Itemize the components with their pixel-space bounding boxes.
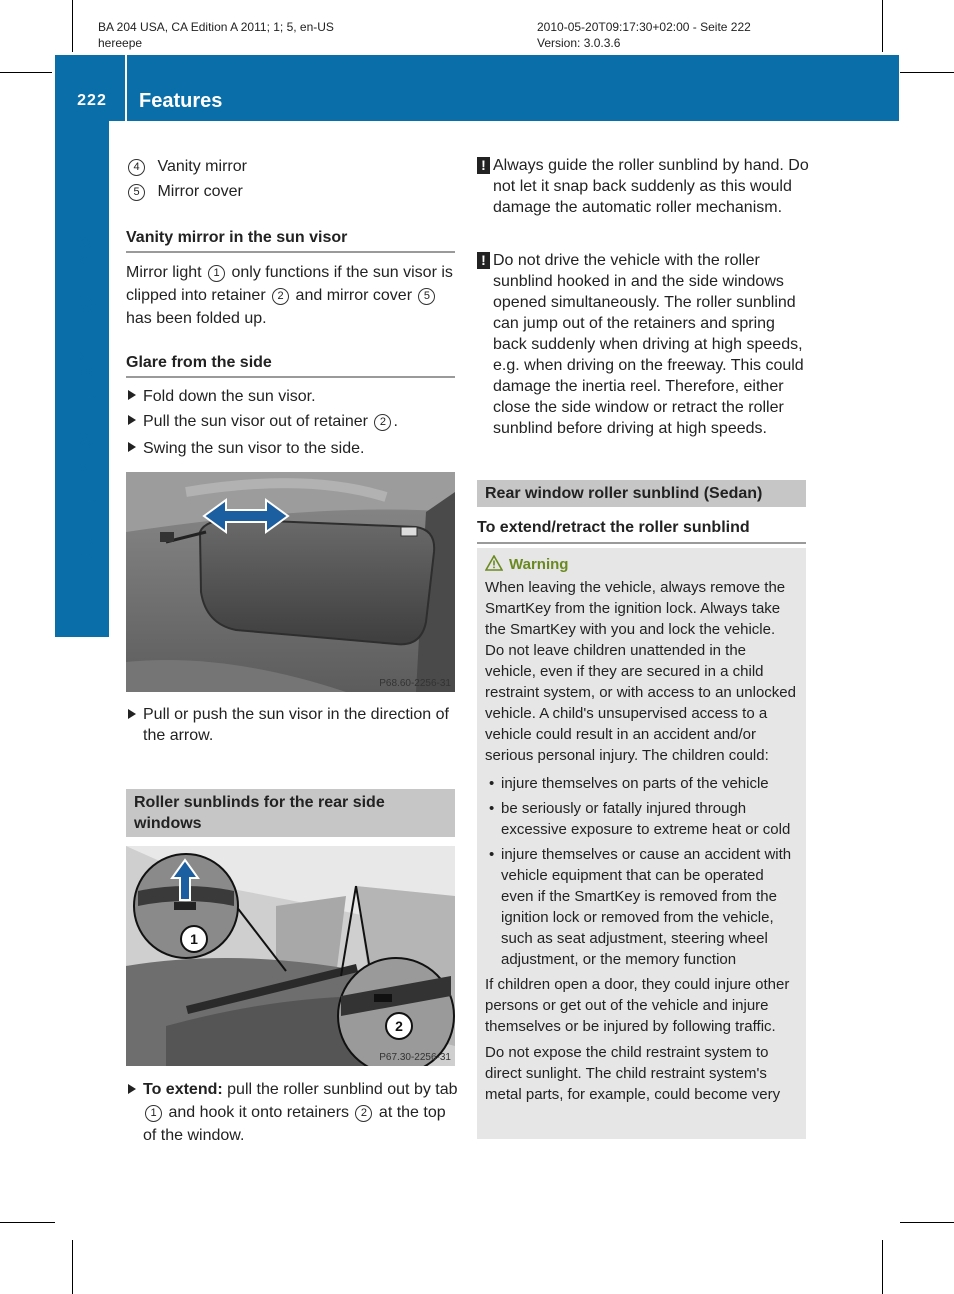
heading-rule — [477, 542, 806, 544]
step-label: To extend: — [143, 1081, 223, 1098]
step-item — [128, 438, 364, 459]
crop-mark — [882, 0, 883, 52]
text-run: and hook it onto retainers — [168, 1104, 350, 1121]
crop-mark — [900, 72, 954, 73]
step-text: Fold down the sun visor. — [143, 388, 316, 405]
roller-heading-box — [126, 789, 455, 837]
text-run: has been folded up. — [126, 310, 267, 327]
crop-mark — [0, 1222, 55, 1223]
exclamation-icon: ! — [477, 157, 490, 174]
warning-paragraph: Do not expose the child restraint system to direct sunlight. The child restraint system's metal parts, for example, could become very — [485, 1044, 781, 1103]
warning-title-row — [485, 555, 798, 573]
legend-item — [126, 181, 243, 202]
print-meta-left — [98, 19, 334, 51]
bullet-dot-icon: • — [489, 800, 495, 817]
roller-sunblind-illustration — [126, 846, 455, 1066]
legend-label: Mirror cover — [157, 183, 243, 200]
vanity-paragraph — [126, 261, 458, 330]
step-text: Swing the sun visor to the side. — [143, 440, 365, 457]
side-tab-title: Loading, stowing and features — [71, 235, 98, 582]
callout-number: 1 — [145, 1105, 162, 1122]
meta-right-line2: Version: 3.0.3.6 — [537, 36, 621, 50]
rear-heading: Rear window roller sunblind (Sedan) — [485, 485, 763, 502]
warning-paragraph: When leaving the vehicle, always remove the SmartKey from the ignition lock. Always take the SmartKey with you and lock the vehicle. Do not leave children unattended in the vehicle, even if they are secured in a child restraint system, or with access to an unlocked vehicle. A child's unsupervised access to a vehicle could result in an accident and/or serious personal injury. The children could: — [485, 579, 796, 764]
callout-number: 4 — [128, 159, 145, 176]
callout-number: 2 — [374, 414, 391, 431]
crop-mark — [72, 1240, 73, 1294]
note-text: Always guide the roller sunblind by hand. Do not let it snap back suddenly as this would damage the automatic roller mechanism. — [493, 157, 809, 216]
note-item — [477, 155, 809, 218]
bullet-dot-icon: • — [489, 846, 495, 863]
warning-box — [477, 548, 806, 1139]
warning-triangle-icon — [485, 555, 503, 571]
arrow-bullet-icon — [128, 709, 136, 719]
list-item-text: injure themselves on parts of the vehicle — [501, 775, 769, 792]
rear-heading-box — [477, 480, 806, 507]
heading-rule — [126, 376, 455, 378]
arrow-bullet-icon — [128, 415, 136, 425]
section-title: Features — [139, 90, 223, 112]
arrow-bullet-icon — [128, 390, 136, 400]
warning-paragraph: If children open a door, they could injure other persons or get out of the vehicle and injure themselves or be injured by following traffic. — [485, 976, 790, 1035]
legend-label: Vanity mirror — [157, 158, 247, 175]
glare-heading: Glare from the side — [126, 354, 272, 371]
callout-number: 1 — [208, 265, 225, 282]
header-separator — [125, 55, 127, 121]
text-run: Mirror light — [126, 264, 202, 281]
warning-title: Warning — [509, 556, 569, 573]
callout-1 — [181, 926, 207, 952]
page-number: 222 — [77, 92, 107, 109]
callout-number: 1 — [190, 931, 198, 947]
crop-mark — [0, 72, 52, 73]
callout-number: 2 — [395, 1018, 403, 1034]
text-run: at the top of the window. — [143, 1104, 446, 1144]
meta-right-line1: 2010-05-20T09:17:30+02:00 - Seite 222 — [537, 20, 751, 34]
list-item-text: be seriously or fatally injured through excessive exposure to extreme heat or cold — [501, 800, 791, 838]
bullet-dot-icon: • — [489, 775, 495, 792]
callout-number: 5 — [418, 288, 435, 305]
meta-left-line1: BA 204 USA, CA Edition A 2011; 1; 5, en-US — [98, 20, 334, 34]
text-run: only functions if the sun visor is clipped into retainer — [126, 264, 453, 304]
text-run: pull the roller sunblind out by tab — [227, 1081, 458, 1098]
vanity-heading: Vanity mirror in the sun visor — [126, 229, 348, 246]
legend-item — [126, 156, 247, 177]
list-item — [485, 773, 798, 794]
arrow-bullet-icon — [128, 442, 136, 452]
step-item — [128, 386, 316, 407]
crop-mark — [882, 1240, 883, 1294]
callout-number: 5 — [128, 184, 145, 201]
step-item — [128, 704, 458, 746]
list-item-text: injure themselves or cause an accident with vehicle equipment that can be operated even if the SmartKey is removed from the ignition lock or removed from the vehicle, such as seat adjustment, steering wheel adjustment, or the memory function — [501, 846, 792, 968]
arrow-bullet-icon — [128, 1084, 136, 1094]
callout-number: 2 — [272, 288, 289, 305]
step-item — [128, 411, 398, 432]
photo-reference-code: P68.60-2256-31 — [379, 678, 451, 689]
crop-mark — [72, 0, 73, 52]
exclamation-icon: ! — [477, 252, 490, 269]
callout-2 — [386, 1013, 412, 1039]
roller-heading: Roller sunblinds for the rear side windows — [134, 794, 385, 832]
roller-sunblind-photo — [126, 846, 455, 1066]
step-text: Pull or push the sun visor in the direction of the arrow. — [143, 706, 449, 744]
note-text: Do not drive the vehicle with the roller sunblind hooked in and the side windows opened simultaneously. The roller sunblind can jump out of the retainers and spring back suddenly when driving at high speeds, e.g. when driving on the freeway. This could damage the inertia reel. Therefore, either close the side window or retract the roller sunblind before driving at high speeds. — [493, 252, 804, 437]
callout-number: 2 — [355, 1105, 372, 1122]
text-run: and mirror cover — [295, 287, 413, 304]
list-item — [485, 798, 798, 840]
meta-left-line2: hereepe — [98, 36, 143, 50]
step-text: . — [393, 413, 398, 430]
step-text: Pull the sun visor out of retainer — [143, 413, 369, 430]
list-item — [485, 844, 798, 970]
note-item — [477, 250, 809, 439]
print-meta-right — [537, 19, 751, 51]
extend-heading: To extend/retract the roller sunblind — [477, 519, 750, 536]
step-item — [128, 1078, 458, 1147]
heading-rule — [126, 251, 455, 253]
photo-reference-code: P67.30-2256-31 — [379, 1052, 451, 1063]
warning-bullet-list — [485, 773, 798, 970]
sun-visor-photo — [126, 472, 455, 692]
sun-visor-illustration — [126, 472, 455, 692]
crop-mark — [900, 1222, 954, 1223]
